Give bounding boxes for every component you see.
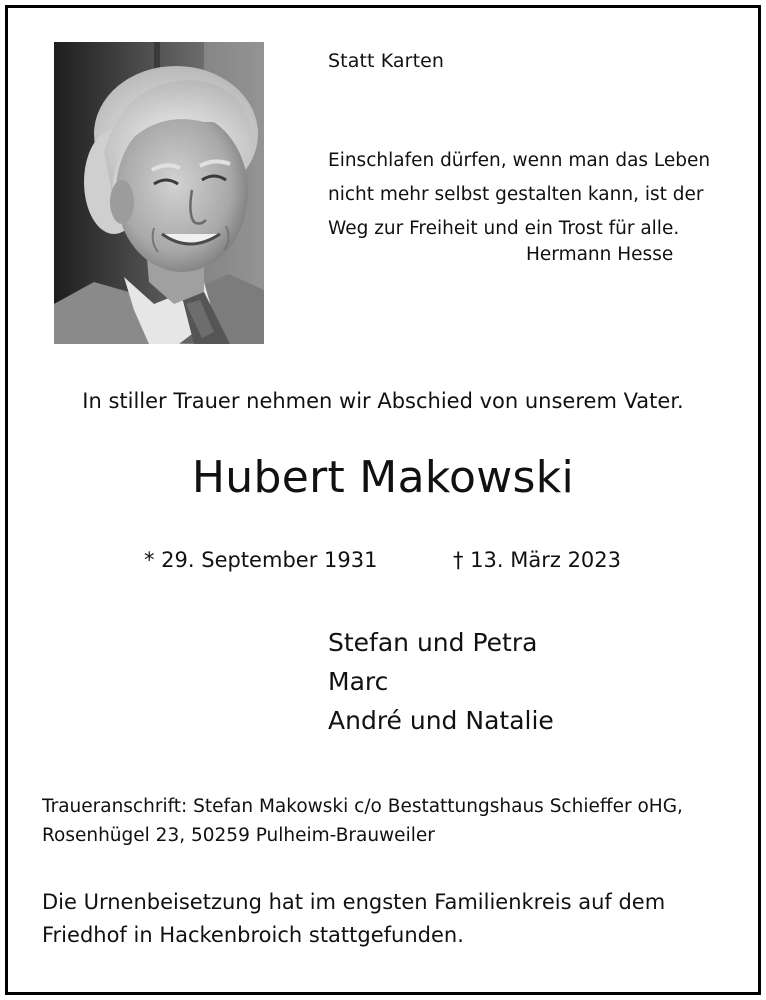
mourning-address: [42, 792, 683, 850]
statt-karten-label: Statt Karten: [328, 50, 445, 72]
mourner-name: Marc: [328, 667, 389, 696]
address-line: Traueranschrift: Stefan Makowski c/o Bestattungshaus Schieffer oHG,: [42, 796, 683, 817]
quote-author: Hermann Hesse: [526, 244, 674, 265]
mourner-name: André und Natalie: [328, 706, 554, 735]
quote-line: Einschlafen dürfen, wenn man das Leben: [328, 150, 711, 171]
obituary-notice: [5, 5, 761, 995]
quote-line: Weg zur Freiheit und ein Trost für alle.: [328, 218, 680, 239]
address-line: Rosenhügel 23, 50259 Pulheim-Brauweiler: [42, 825, 435, 846]
burial-line: Die Urnenbeisetzung hat im engsten Familienkreis auf dem: [42, 890, 666, 914]
death-date: † 13. März 2023: [453, 548, 622, 572]
birth-date: * 29. September 1931: [144, 548, 378, 572]
quote-block: [328, 144, 728, 246]
quote-line: nicht mehr selbst gestalten kann, ist der: [328, 184, 704, 205]
intro-text: In stiller Trauer nehmen wir Abschied von unserem Vater.: [82, 389, 684, 413]
portrait-photo: [54, 42, 264, 344]
burial-note: [42, 886, 665, 952]
deceased-name: Hubert Makowski: [191, 452, 575, 503]
mourner-name: Stefan und Petra: [328, 628, 538, 657]
burial-line: Friedhof in Hackenbroich stattgefunden.: [42, 923, 464, 947]
mourners-list: [328, 623, 554, 740]
